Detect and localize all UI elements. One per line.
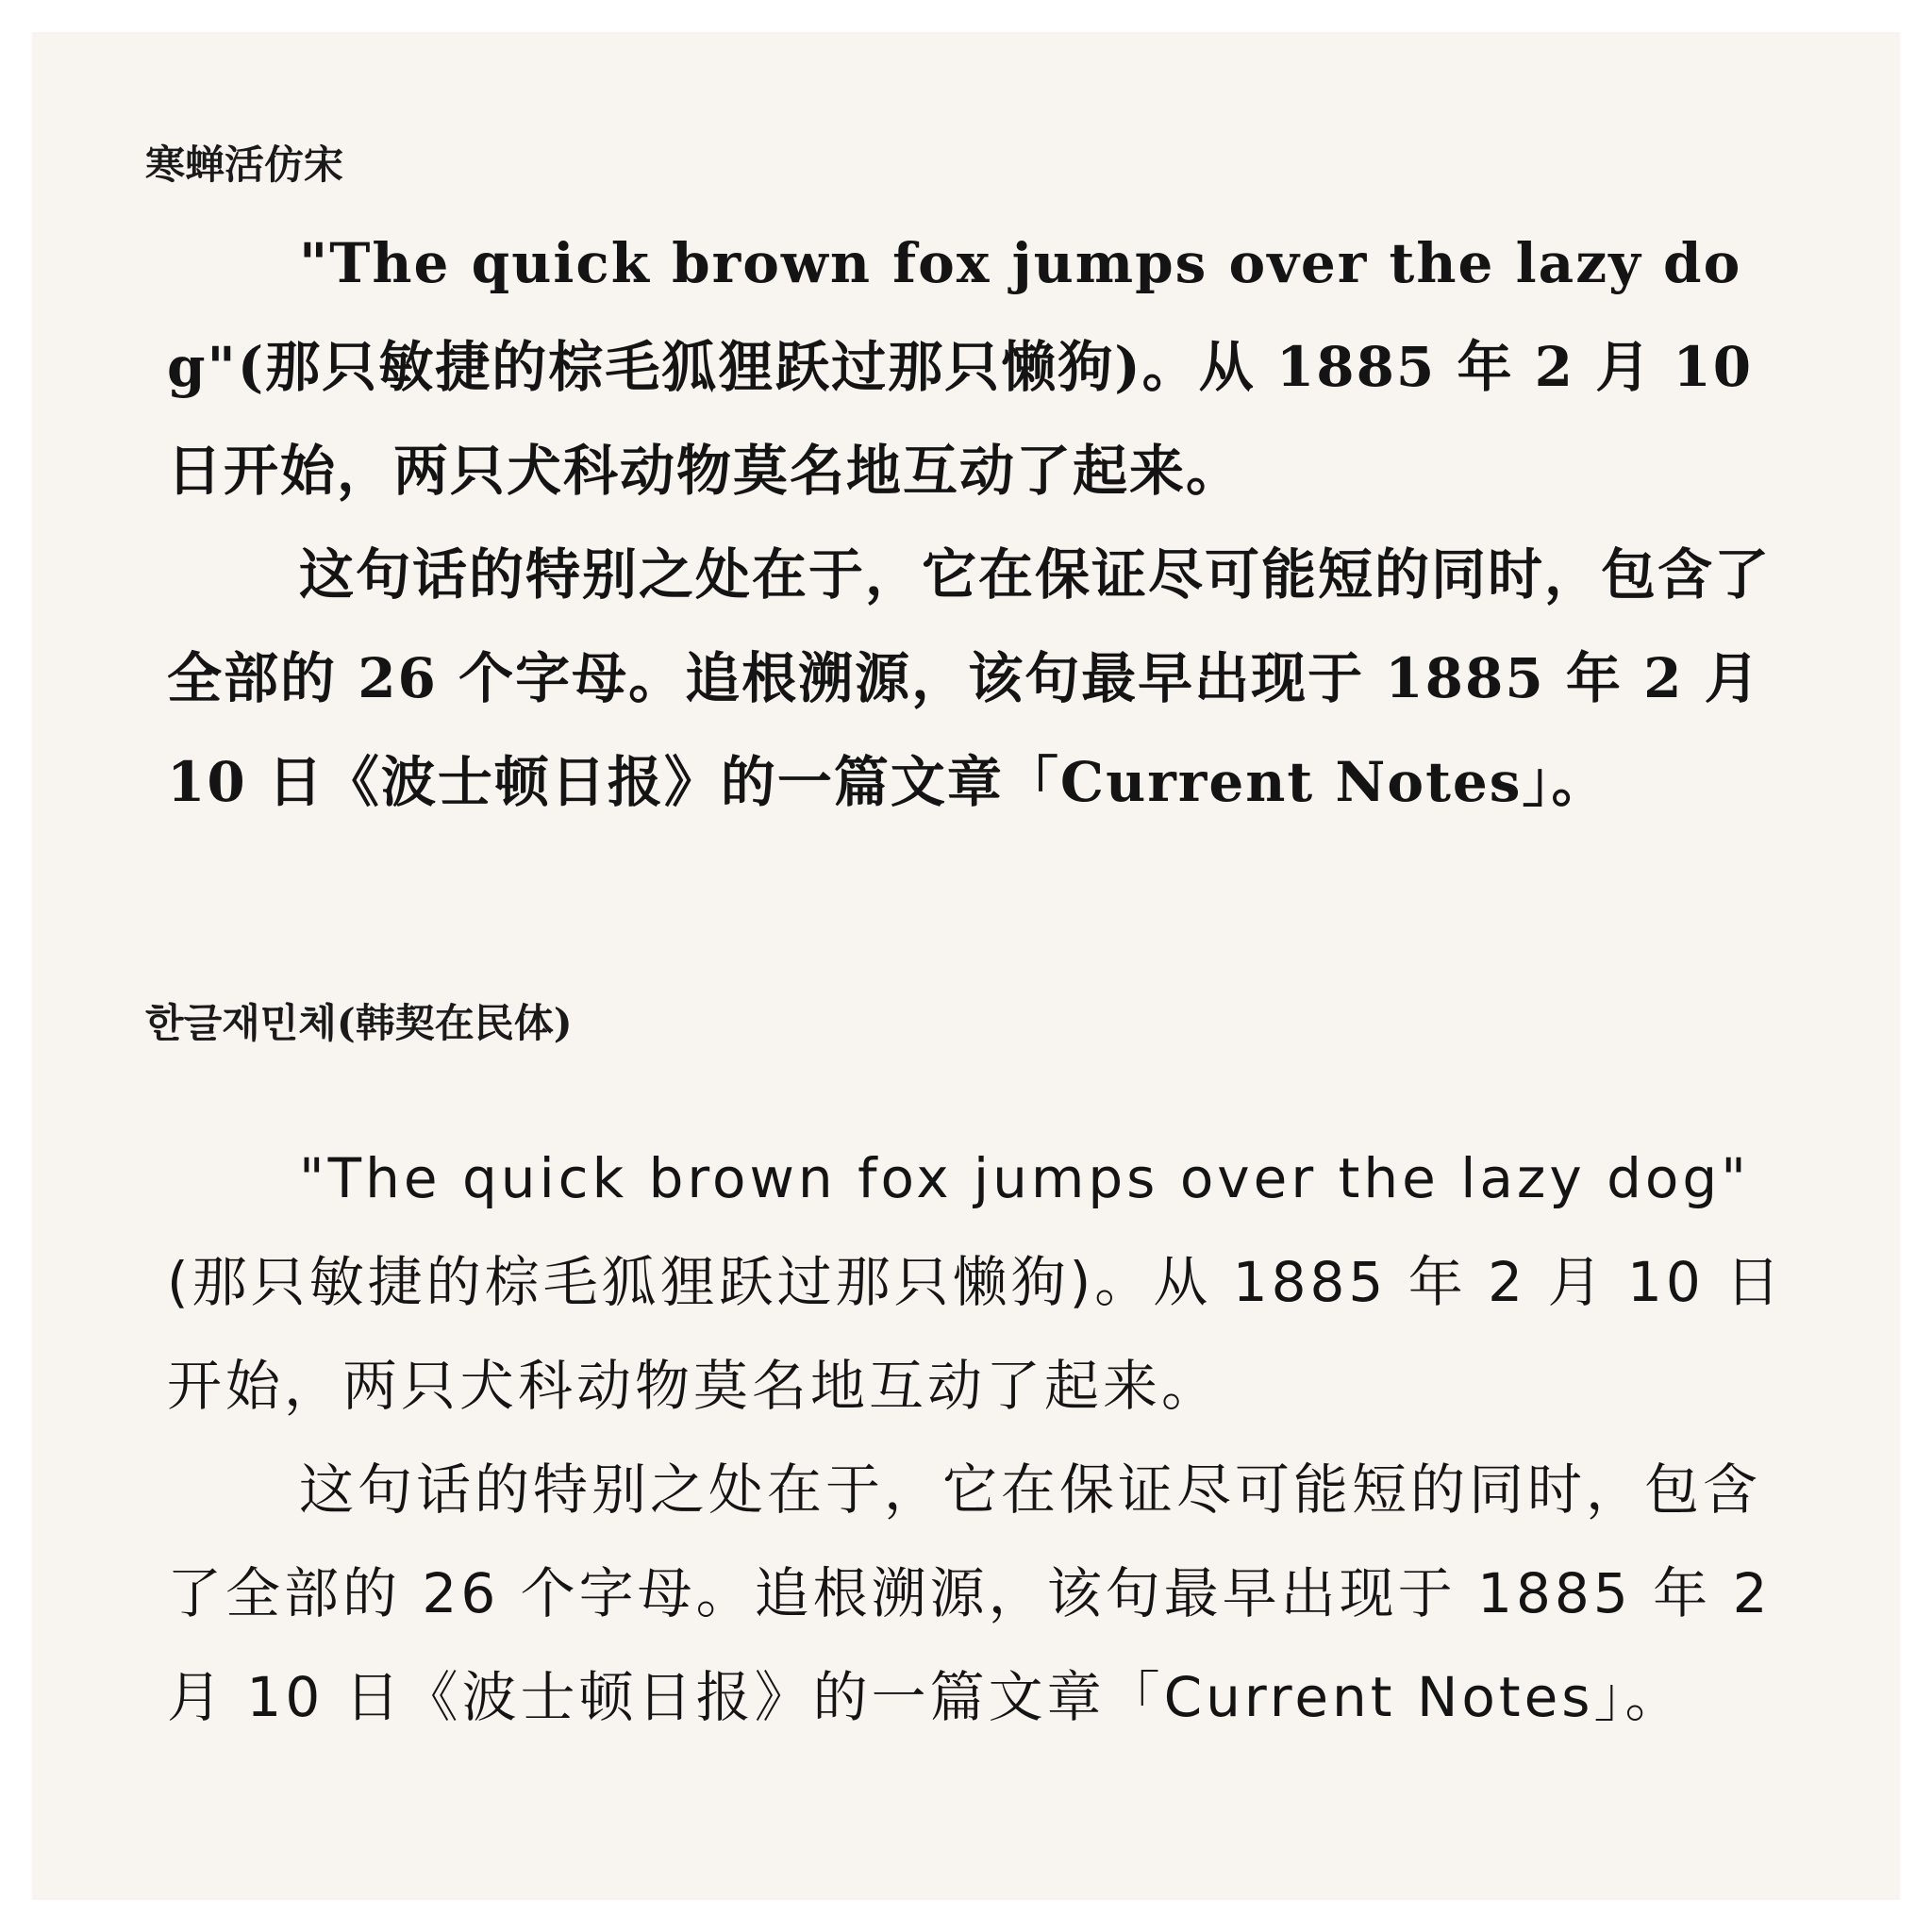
font-name-label: 한글재민체(韩契在民体) bbox=[145, 1000, 573, 1046]
font-name-label: 寒蝉活仿宋 bbox=[145, 142, 344, 188]
sample-paragraph: 这句话的特别之处在于，它在保证尽可能短的同时，包含了全部的 26 个字母。追根溯源，该句最早出现于 1885 年 2 月 10 日《波士顿日报》的一篇文章「Current Notes」。 bbox=[167, 1457, 1772, 1729]
sample-paragraph: "The quick brown fox jumps over the lazy dog"(那只敏捷的棕毛狐狸跃过那只懒狗)。从 1885 年 2 月 10 日开始，两只犬科动物莫名地互动了起来。 bbox=[167, 231, 1754, 503]
sample-body bbox=[167, 1126, 1790, 1749]
sample-paragraph: "The quick brown fox jumps over the lazy dog"(那只敏捷的棕毛狐狸跃过那只懒狗)。从 1885 年 2 月 10 日开始，两只犬科动物莫名地互动了起来。 bbox=[167, 1146, 1785, 1418]
sample-paragraph: 这句话的特别之处在于，它在保证尽可能短的同时，包含了全部的 26 个字母。追根溯源，该句最早出现于 1885 年 2 月 10 日《波士顿日报》的一篇文章「Current Notes」。 bbox=[167, 542, 1772, 814]
sample-body bbox=[167, 211, 1790, 834]
specimen-sheet bbox=[32, 32, 1900, 1900]
